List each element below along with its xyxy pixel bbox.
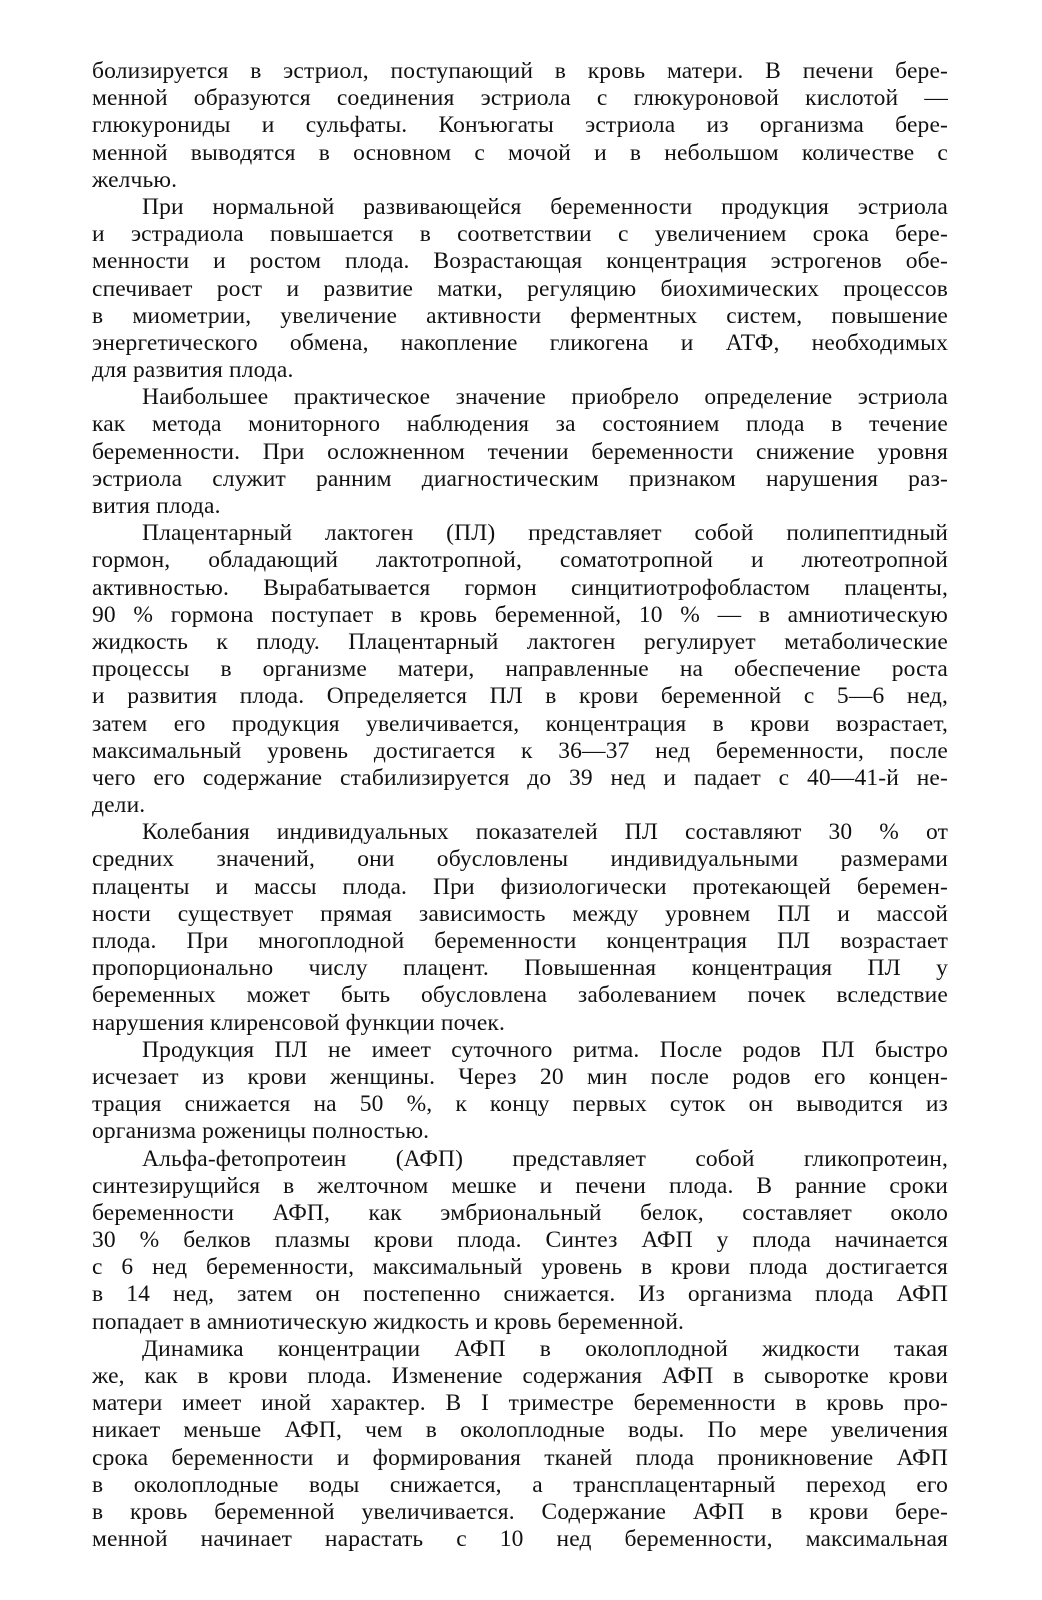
text-line: затем его продукция увеличивается, концентрация в крови возрастает, <box>92 710 948 737</box>
text-line: глюкурониды и сульфаты. Конъюгаты эстриола из организма бере- <box>92 112 948 139</box>
text-line: энергетического обмена, накопление гликогена и АТФ, необходимых <box>92 329 948 356</box>
text-line: в миометрии, увеличение активности ферментных систем, повышение <box>92 302 948 329</box>
text-line: спечивает рост и развитие матки, регуляцию биохимических процессов <box>92 275 948 302</box>
text-line: пропорционально числу плацент. Повышенная концентрация ПЛ у <box>92 955 948 982</box>
text-line: Динамика концентрации АФП в околоплодной жидкости такая <box>142 1335 948 1362</box>
text-line: матери имеет иной характер. В I триместре беременности в кровь про- <box>92 1390 948 1417</box>
text-line: беременности. При осложненном течении беременности снижение уровня <box>92 438 948 465</box>
text-line: средних значений, они обусловлены индивидуальными размерами <box>92 846 948 873</box>
text-line: менной образуются соединения эстриола с глюкуроновой кислотой — <box>92 85 948 112</box>
text-line: в 14 нед, затем он постепенно снижается. Из организма плода АФП <box>92 1281 948 1308</box>
paragraph <box>92 1146 948 1336</box>
text-line: максимальный уровень достигается к 36—37 нед беременности, после <box>92 737 948 764</box>
text-line: чего его содержание стабилизируется до 39 нед и падает с 40—41-й не- <box>92 764 948 791</box>
text-line: и развития плода. Определяется ПЛ в крови беременной с 5—6 нед, <box>92 683 948 710</box>
text-line: организма роженицы полностью. <box>92 1118 430 1145</box>
text-line: процессы в организме матери, направленные на обеспечение роста <box>92 656 948 683</box>
text-line: менной выводятся в основном с мочой и в небольшом количестве с <box>92 139 948 166</box>
text-line: вития плода. <box>92 493 221 519</box>
text-line: никает меньше АФП, чем в околоплодные воды. По мере увеличения <box>92 1417 948 1444</box>
text-line: нарушения клиренсовой функции почек. <box>92 1009 506 1036</box>
text-line: как метода мониторного наблюдения за состоянием плода в течение <box>92 411 948 438</box>
text-line: с 6 нед беременности, максимальный уровень в крови плода достигается <box>92 1254 948 1281</box>
text-line: менности и ростом плода. Возрастающая концентрация эстрогенов обе- <box>92 248 948 275</box>
paragraph <box>92 1336 948 1554</box>
text-line: же, как в крови плода. Изменение содержания АФП в сыворотке крови <box>92 1363 948 1389</box>
text-line: 30 % белков плазмы крови плода. Синтез АФП у плода начинается <box>92 1227 948 1254</box>
text-line: болизируется в эстриол, поступающий в кровь матери. В печени бере- <box>92 58 948 84</box>
text-line: Альфа-фетопротеин (АФП) представляет собой гликопротеин, <box>142 1145 948 1172</box>
text-line: эстриола служит ранним диагностическим признаком нарушения раз- <box>92 465 948 492</box>
paragraph <box>92 194 948 384</box>
text-line: трация снижается на 50 %, к концу первых суток он выводится из <box>92 1091 948 1118</box>
text-line: Продукция ПЛ не имеет суточного ритма. После родов ПЛ быстро <box>142 1036 948 1063</box>
text-line: в околоплодные воды снижается, а трансплацентарный переход его <box>92 1471 948 1498</box>
text-line: плаценты и массы плода. При физиологически протекающей беремен- <box>92 873 948 900</box>
text-line: гормон, обладающий лактотропной, соматотропной и лютеотропной <box>92 547 948 574</box>
paragraph <box>92 1037 948 1146</box>
paragraph <box>92 520 948 819</box>
text-line: синтезирущийся в желточном мешке и печени плода. В ранние сроки <box>92 1172 948 1199</box>
text-line: беременных может быть обусловлена заболеванием почек вследствие <box>92 982 948 1009</box>
paragraph <box>92 819 948 1037</box>
text-line: Плацентарный лактоген (ПЛ) представляет собой полипептидный <box>142 520 948 547</box>
text-line: жидкость к плоду. Плацентарный лактоген регулирует метаболические <box>92 628 948 655</box>
document-page <box>92 58 948 1553</box>
text-line: в кровь беременной увеличивается. Содержание АФП в крови бере- <box>92 1498 948 1525</box>
text-line: плода. При многоплодной беременности концентрация ПЛ возрастает <box>92 928 948 954</box>
text-line: При нормальной развивающейся беременности продукция эстриола <box>142 193 948 220</box>
paragraph <box>92 58 948 194</box>
text-line: исчезает из крови женщины. Через 20 мин после родов его концен- <box>92 1063 948 1090</box>
text-line: Колебания индивидуальных показателей ПЛ составляют 30 % от <box>142 819 948 846</box>
text-line: дели. <box>92 792 146 819</box>
text-line: 90 % гормона поступает в кровь беременной, 10 % — в амниотическую <box>92 601 948 628</box>
text-line: для развития плода. <box>92 357 294 384</box>
text-line: менной начинает нарастать с 10 нед беременности, максимальная <box>92 1526 948 1553</box>
text-line: и эстрадиола повышается в соответствии с увеличением срока бере- <box>92 221 948 248</box>
text-line: активностью. Вырабатывается гормон синцитиотрофобластом плаценты, <box>92 574 948 601</box>
text-line: попадает в амниотическую жидкость и кровь беременной. <box>92 1308 685 1335</box>
text-line: ности существует прямая зависимость между уровнем ПЛ и массой <box>92 900 948 927</box>
text-line: желчью. <box>92 166 178 193</box>
text-line: беременности АФП, как эмбриональный белок, составляет около <box>92 1199 948 1226</box>
paragraph <box>92 384 948 520</box>
text-line: срока беременности и формирования тканей плода проникновение АФП <box>92 1444 948 1471</box>
text-line: Наибольшее практическое значение приобрело определение эстриола <box>142 384 948 411</box>
